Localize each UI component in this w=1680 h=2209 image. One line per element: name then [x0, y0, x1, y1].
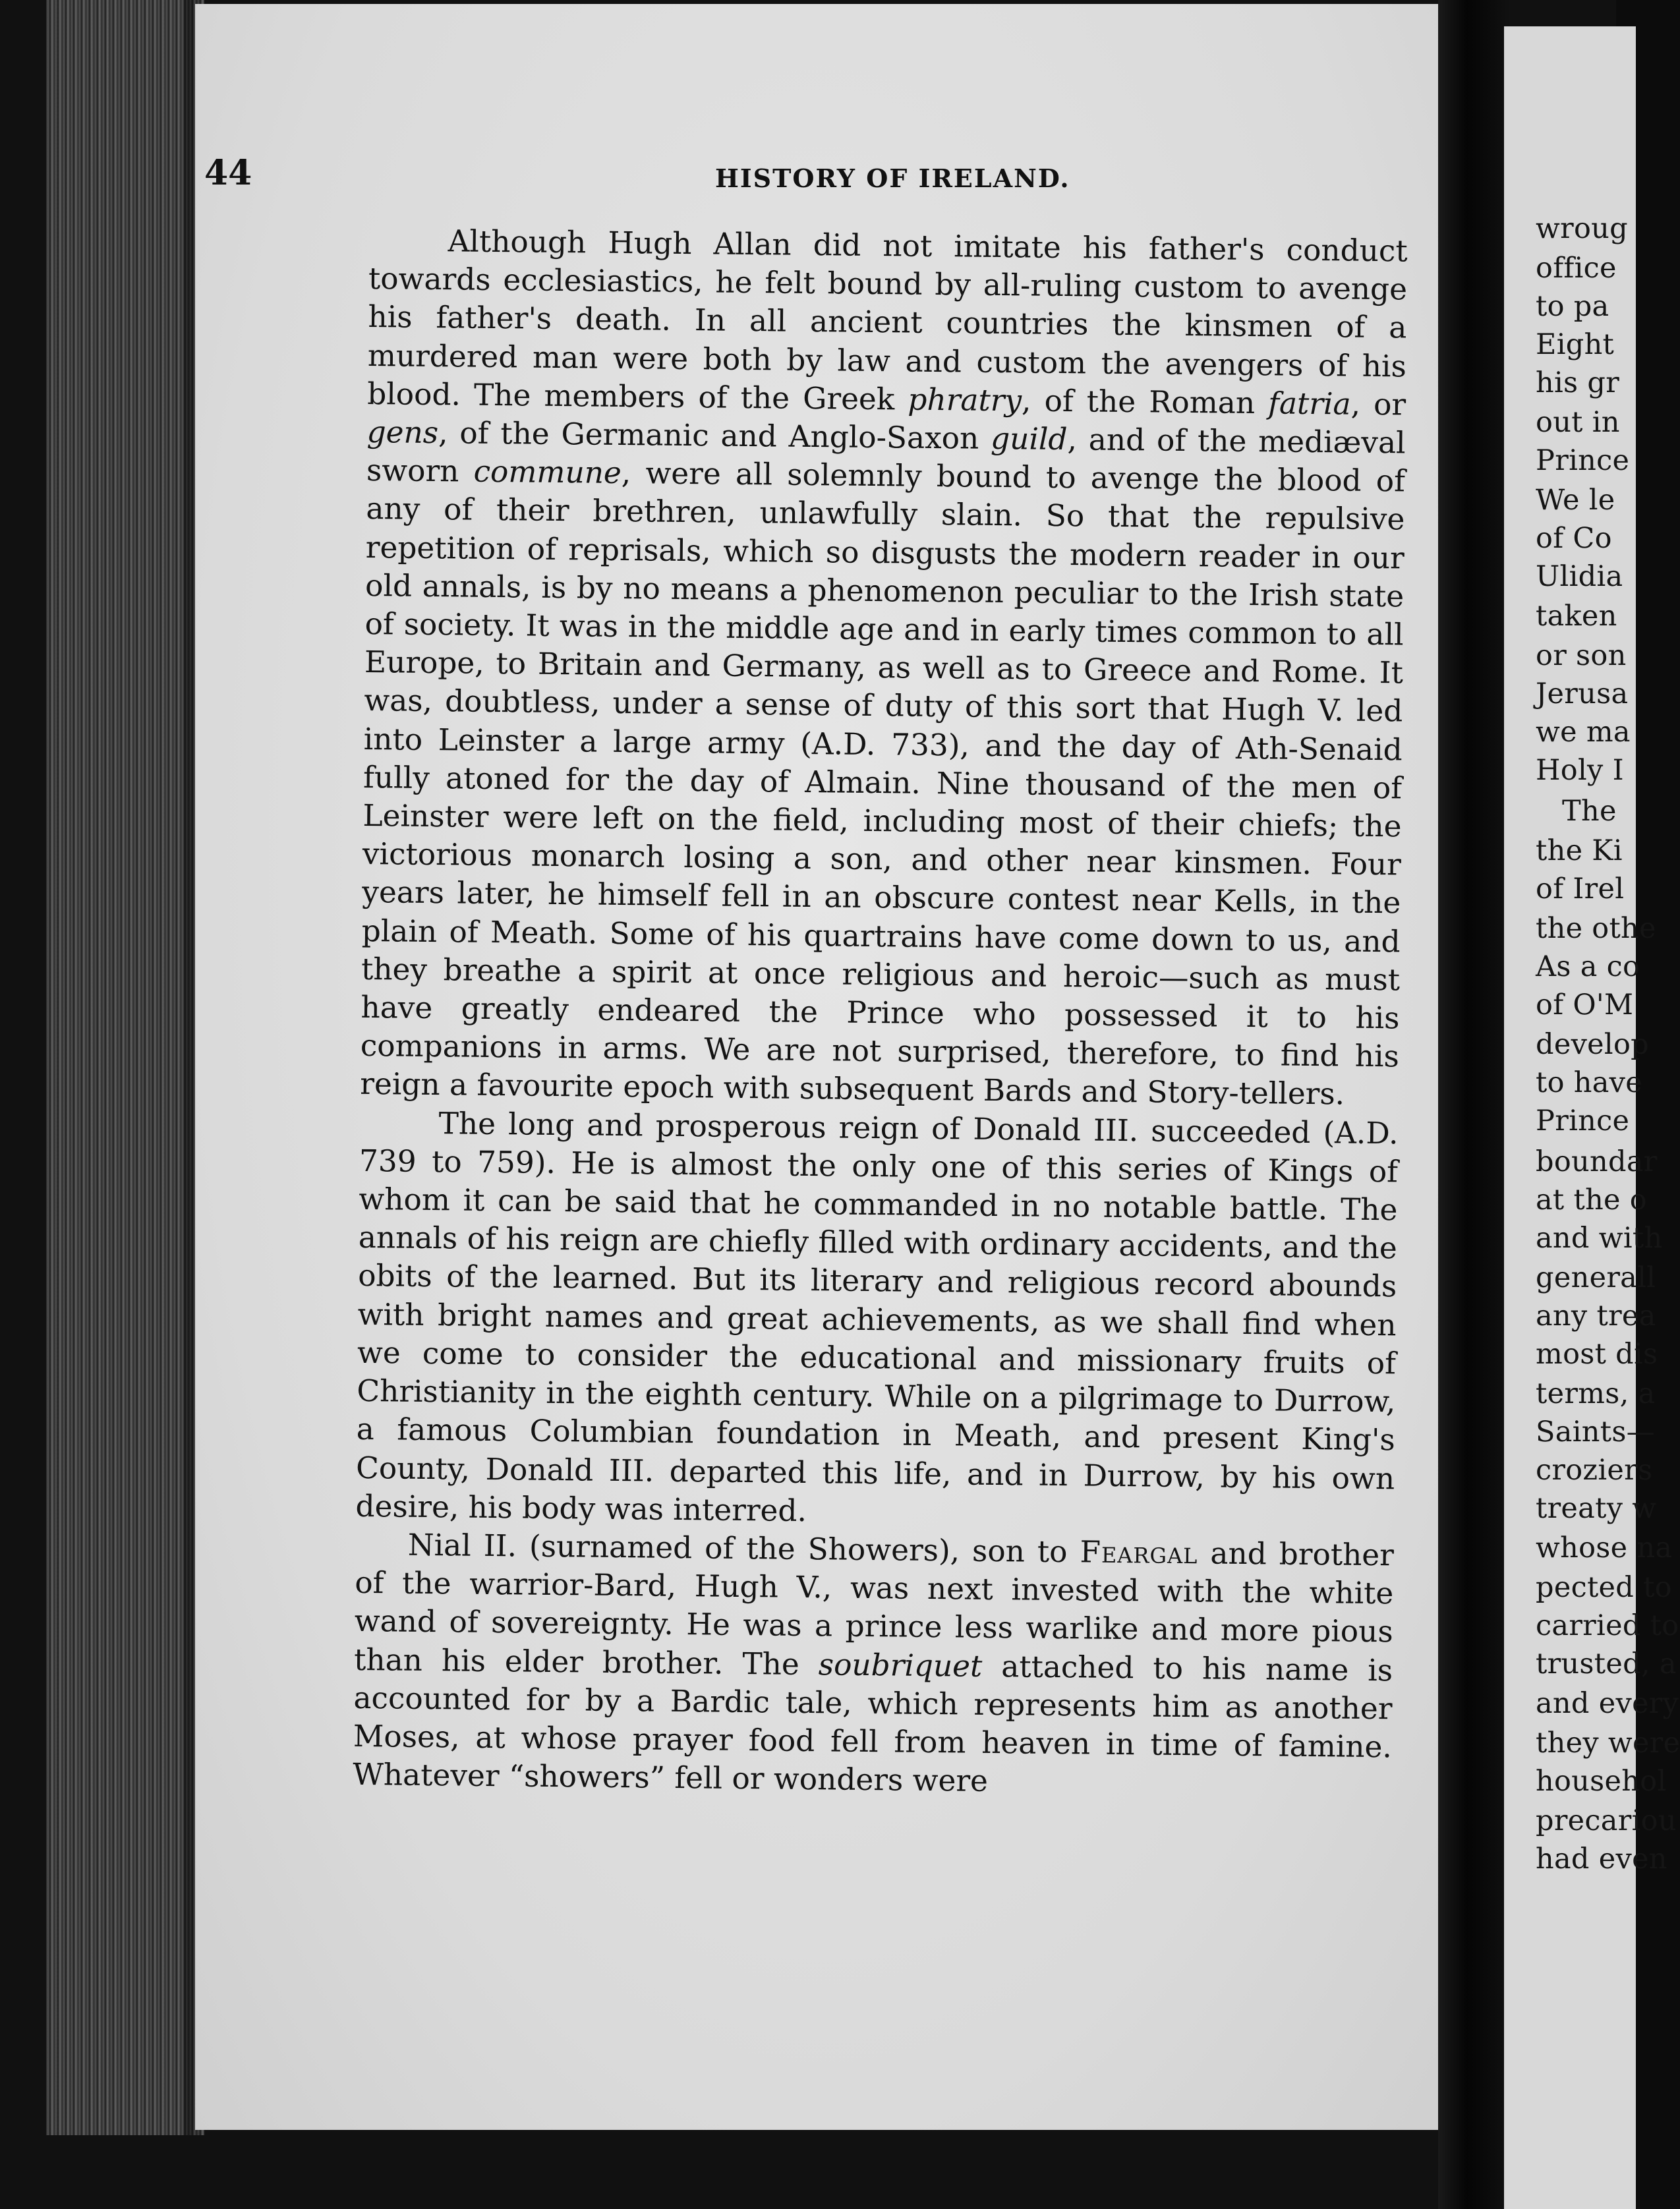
facing-page-line: or son [1536, 639, 1627, 672]
smallcaps-name: Feargal [1080, 1534, 1198, 1571]
text-run: , were all solemnly bound to avenge the blood of any of their brethren, unlawfully slain. So that the repulsive repetition of reprisals, which so disgusts the modern reader in our old annals, is by no means a phenomenon peculiar to the Irish state of society. It was in the middle age and in early times common to all Europe, to Britain and Germany, as well as to Greece and Rome. It was, doubtless, under a sense of duty of this sort that Hugh V. led into Leinster a large army (A.D. 733), and the day of Ath-Senaid fully atoned for the day of Almain. Nine thousand of the men of Leinster were left on the field, including most of their chiefs; the victorious monarch losing a son, and other near kinsmen. Four years later, he himself fell in an obscure contest near Kells, in the plain of Meath. Some of his quartrains have come down to us, and they breathe a spirit at once religious and heroic—such as must have greatly endeared the Prince who possessed it to his companions in arms. We are not surprised, therefore, to find his reign a favourite epoch with subsequent Bards and Story-tellers. [360, 455, 1406, 1112]
italic-term: fatria [1267, 386, 1351, 422]
facing-page-line: The [1562, 795, 1617, 828]
facing-page-line: the othe [1536, 912, 1656, 945]
italic-term: gens [366, 414, 439, 451]
italic-term: guild [990, 420, 1068, 457]
page-number: 44 [204, 153, 252, 193]
body-text [353, 221, 1408, 1805]
facing-page-line: Jerusa [1536, 677, 1629, 710]
facing-page-line: of Co [1536, 522, 1612, 555]
facing-page-line: trusted, a [1536, 1648, 1677, 1680]
text-run: , and of the mediæval sworn [366, 422, 1406, 489]
text-run: , or [1350, 386, 1406, 422]
facing-page-line: develop [1536, 1028, 1649, 1061]
facing-page-line: treaty w [1536, 1492, 1657, 1525]
paragraph [353, 1526, 1394, 1805]
paragraph [355, 1104, 1399, 1537]
book-page-edges [46, 0, 204, 2135]
facing-page-line: to have [1536, 1066, 1643, 1099]
facing-page-line: the Ki [1536, 834, 1623, 867]
facing-page-line: they were [1536, 1727, 1680, 1760]
facing-page-line: boundar [1536, 1145, 1658, 1178]
facing-page-line: househol [1536, 1765, 1667, 1798]
facing-page [1504, 26, 1680, 2209]
facing-page-line: out in [1536, 406, 1620, 439]
text-run: The long and prosperous reign of Donald III. succeeded (A.D. 739 to 759). He is almost the only one of this series of Kings of whom it can be said that he commanded in no notable battle. The annals of his reign are chiefly filled with ordinary accidents, and the obits of the learned. But its literary and religious record abounds with bright names and great achievements, as we shall find when we come to consider the educational and missionary fruits of Christianity in the eighth century. While on a pilgrimage to Durrow, a famous Columbian foundation in Meath, and present King's County, Donald III. departed this life, and in Durrow, by his own desire, his body was interred. [355, 1105, 1399, 1528]
facing-page-line: we ma [1536, 716, 1631, 749]
text-run: and brother of the warrior-Bard, Hugh V., was next invested with the white wand of sovereignty. He was a prince less warlike and more pious than his elder brother. The [353, 1535, 1395, 1682]
italic-term: commune [473, 453, 622, 491]
facing-page-line: his gr [1536, 366, 1620, 399]
italic-term: soubriquet [818, 1646, 983, 1684]
facing-page-line: and with [1536, 1222, 1663, 1255]
facing-page-line: As a co [1536, 950, 1640, 983]
facing-page-line: Ulidia [1536, 560, 1623, 593]
facing-page-line: Eight [1536, 328, 1615, 361]
text-run: , of the Germanic and Anglo-Saxon [438, 415, 991, 456]
facing-page-line: of O'M [1536, 989, 1634, 1021]
facing-page-line: Prince [1536, 444, 1630, 477]
text-run: , of the Roman [1021, 383, 1269, 421]
facing-page-line: wroug [1536, 212, 1628, 245]
facing-page-line: to pa [1536, 290, 1609, 323]
text-run: attached to his name is accounted for by a Bardic tale, which represents him as another Moses, at whose prayer food fell from heaven in time of famine. Whatever “showers” fell or wonders were [353, 1648, 1393, 1799]
facing-page-line: at the o [1536, 1184, 1647, 1217]
facing-page-line: Saints— [1536, 1416, 1655, 1449]
facing-page-line: whose na [1536, 1532, 1673, 1564]
facing-page-line: most dis [1536, 1338, 1658, 1371]
facing-page-line: pected to [1536, 1571, 1672, 1604]
facing-page-line: had even [1536, 1843, 1667, 1876]
text-run: Nial II. (surnamed of the Showers), son to [407, 1527, 1080, 1570]
facing-page-line: generall [1536, 1261, 1656, 1294]
facing-page-line: croziers [1536, 1454, 1653, 1487]
paragraph [360, 221, 1408, 1114]
facing-page-line: office [1536, 252, 1617, 285]
facing-page-line: precariou [1536, 1804, 1677, 1837]
facing-page-line: taken [1536, 600, 1617, 633]
facing-page-line: Prince [1536, 1104, 1630, 1137]
facing-page-line: of Irel [1536, 873, 1625, 905]
facing-page-line: carried to [1536, 1609, 1679, 1642]
facing-page-line: any trea [1536, 1300, 1656, 1333]
facing-page-line: and every [1536, 1687, 1679, 1720]
book-gutter [1438, 0, 1511, 2209]
running-head-title: HISTORY OF IRELAND. [715, 163, 1070, 193]
facing-page-line: We le [1536, 484, 1615, 517]
text-run: Although Hugh Allan did not imitate his father's conduct towards ecclesiastics, he felt bound by all-ruling custom to avenge his father's death. In all ancient countries the kinsmen of a murdered man were both by law and custom the avengers of his blood. The members of the Greek [366, 223, 1408, 417]
italic-term: phratry [908, 382, 1022, 418]
facing-page-line: terms, a [1536, 1377, 1656, 1410]
facing-page-line: Holy I [1536, 754, 1624, 787]
